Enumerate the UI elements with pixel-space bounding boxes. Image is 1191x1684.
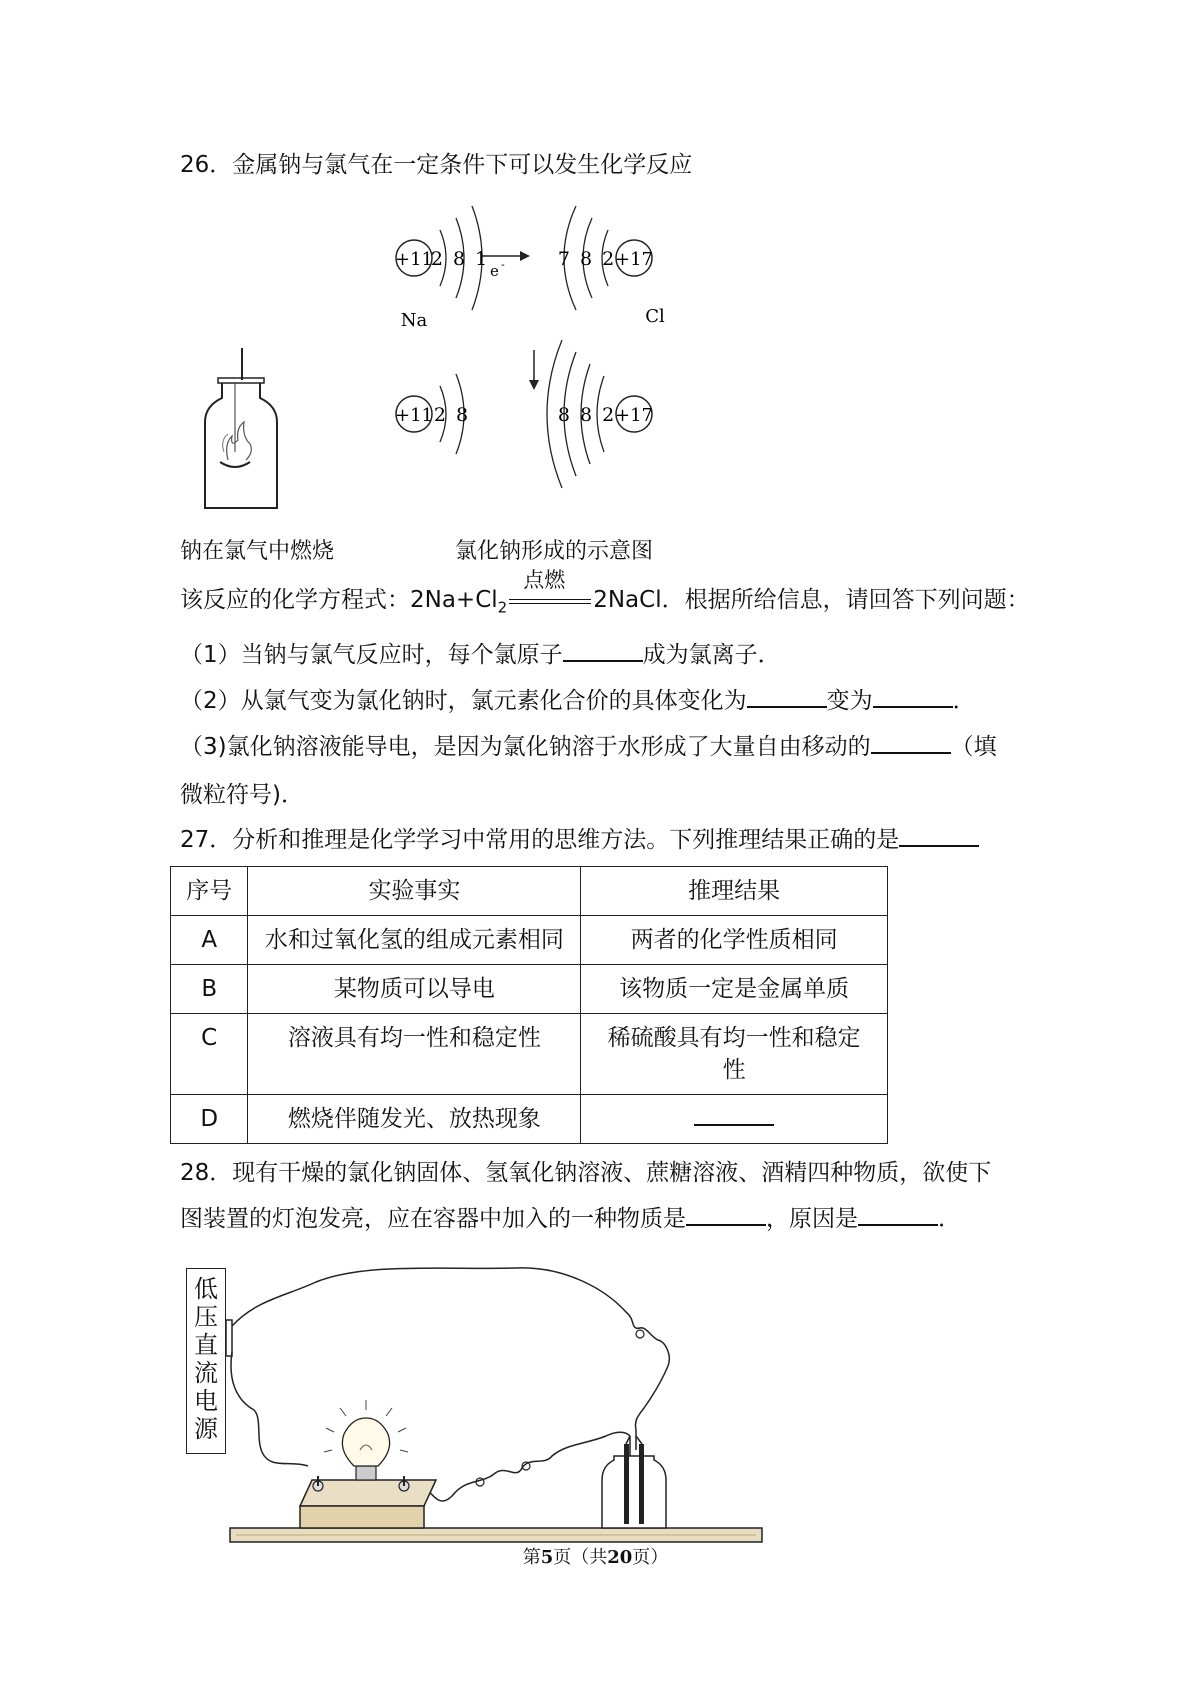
answer-blank-2[interactable] <box>747 686 827 708</box>
reasoning-table <box>170 866 888 1144</box>
cl-label: Cl <box>645 306 665 327</box>
power-label-char: 压 <box>194 1303 218 1331</box>
table-header: 推理结果 <box>581 867 888 916</box>
table-cell: 该物质一定是金属单质 <box>581 965 888 1014</box>
table-cell: 稀硫酸具有均一性和稳定性 <box>581 1014 888 1095</box>
q26-sub1-end: 成为氯离子． <box>642 642 781 668</box>
q26-sub1-text: （1）当钠与氯气反应时，每个氯原子 <box>180 642 563 668</box>
caption-sodium-burning: 钠在氯气中燃烧 <box>180 539 335 564</box>
power-label-char: 直 <box>194 1331 218 1359</box>
q27-title <box>180 825 979 855</box>
footer-total-pages: 20 <box>607 1547 633 1568</box>
equation-subscript: 2 <box>497 598 508 617</box>
cl-atom <box>558 206 653 310</box>
footer-page-number: 5 <box>540 1547 554 1568</box>
answer-blank-5[interactable] <box>899 825 979 847</box>
beaker-with-electrodes <box>602 1436 666 1528</box>
table-cell: C <box>171 1014 248 1095</box>
q26-title: 26．金属钠与氯气在一定条件下可以发生化学反应 <box>180 152 693 178</box>
condition-ignite: 点燃 <box>523 568 566 592</box>
dc-power-supply-label <box>186 1268 226 1454</box>
footer-text: 页） <box>632 1547 669 1568</box>
answer-blank-6[interactable] <box>694 1104 774 1126</box>
sodium-chloride-formation-diagram <box>380 200 710 500</box>
q28-line2-end: ． <box>938 1206 961 1232</box>
q28-line2-text: 图装置的灯泡发亮，应在容器中加入的一种物质是 <box>180 1206 686 1232</box>
table-cell: 某物质可以导电 <box>248 965 581 1014</box>
q28-line2-mid: ，原因是 <box>766 1206 858 1232</box>
answer-blank-7[interactable] <box>686 1204 766 1226</box>
cl-nucleus-charge: +17 <box>615 249 653 270</box>
q26-sub2-end: ． <box>952 688 976 714</box>
table-cell: D <box>171 1095 248 1144</box>
q28-line2 <box>180 1204 961 1234</box>
power-label-char: 流 <box>194 1359 218 1387</box>
reaction-condition <box>507 568 593 615</box>
table-row <box>171 1014 888 1095</box>
answer-blank-1[interactable] <box>563 640 643 662</box>
na-atom <box>395 206 489 310</box>
na-label: Na <box>400 310 428 331</box>
table-cell: 燃烧伴随发光、放热现象 <box>248 1095 581 1144</box>
na-ion <box>395 374 470 454</box>
cl-shell-electrons: 7 8 2 <box>557 248 617 270</box>
power-label-char: 电 <box>194 1387 218 1415</box>
cl-ion-shell-electrons: 8 8 2 <box>557 404 617 426</box>
na-shell-electrons: 2 8 1 <box>430 248 490 270</box>
equation-suffix: 2NaCl．根据所给信息，请回答下列问题： <box>593 587 1030 613</box>
q26-sub2 <box>180 686 976 716</box>
equation-prefix: 该反应的化学方程式：2Na+Cl <box>180 587 498 613</box>
electron-charge: - <box>501 258 505 271</box>
cl-ion-nucleus-charge: +17 <box>615 405 653 426</box>
table-cell: 溶液具有均一性和稳定性 <box>248 1014 581 1095</box>
table-cell: 水和过氧化氢的组成元素相同 <box>248 916 581 965</box>
q26-sub3-line2: 微粒符号)． <box>180 782 304 808</box>
table-row <box>171 1095 888 1144</box>
light-bulb-icon <box>324 1400 408 1480</box>
table-header-row <box>171 867 888 916</box>
table-cell-blank[interactable] <box>581 1095 888 1144</box>
answer-blank-8[interactable] <box>858 1204 938 1226</box>
q26-sub3-text: （3)氯化钠溶液能导电，是因为氯化钠溶于水形成了大量自由移动的 <box>180 734 871 760</box>
q26-equation <box>180 568 1030 623</box>
footer-text: 第 <box>522 1547 541 1568</box>
na-ion-nucleus-charge: +11 <box>395 405 433 426</box>
page-footer <box>0 1543 1191 1569</box>
q26-sub3 <box>180 732 997 762</box>
table-cell: B <box>171 965 248 1014</box>
electron-symbol: e <box>490 262 499 280</box>
table-header: 实验事实 <box>248 867 581 916</box>
q26-sub2-text: （2）从氯气变为氯化钠时，氯元素化合价的具体变化为 <box>180 688 747 714</box>
q28-line1: 28．现有干燥的氯化钠固体、氢氧化钠溶液、蔗糖溶液、酒精四种物质，欲使下 <box>180 1160 992 1186</box>
caption-nacl-formation: 氯化钠形成的示意图 <box>455 539 654 564</box>
table-cell: A <box>171 916 248 965</box>
q27-title-text: 27．分析和推理是化学学习中常用的思维方法。下列推理结果正确的是 <box>180 827 900 853</box>
power-label-char: 源 <box>194 1415 218 1443</box>
footer-text: 页（共 <box>553 1547 608 1568</box>
table-row <box>171 965 888 1014</box>
table-header: 序号 <box>171 867 248 916</box>
conductivity-circuit-apparatus <box>226 1260 766 1550</box>
power-label-char: 低 <box>194 1275 218 1303</box>
answer-blank-4[interactable] <box>871 732 951 754</box>
na-ion-shell-electrons: 2 8 <box>433 404 471 426</box>
cl-ion <box>547 340 653 488</box>
q26-sub1 <box>180 640 781 670</box>
na-nucleus-charge: +11 <box>395 249 433 270</box>
table-row <box>171 916 888 965</box>
sodium-burning-jar-illustration <box>180 340 290 510</box>
answer-blank-3[interactable] <box>873 686 953 708</box>
table-cell: 两者的化学性质相同 <box>581 916 888 965</box>
q26-sub3-end: （填 <box>950 734 997 760</box>
q26-sub2-mid: 变为 <box>826 688 873 714</box>
